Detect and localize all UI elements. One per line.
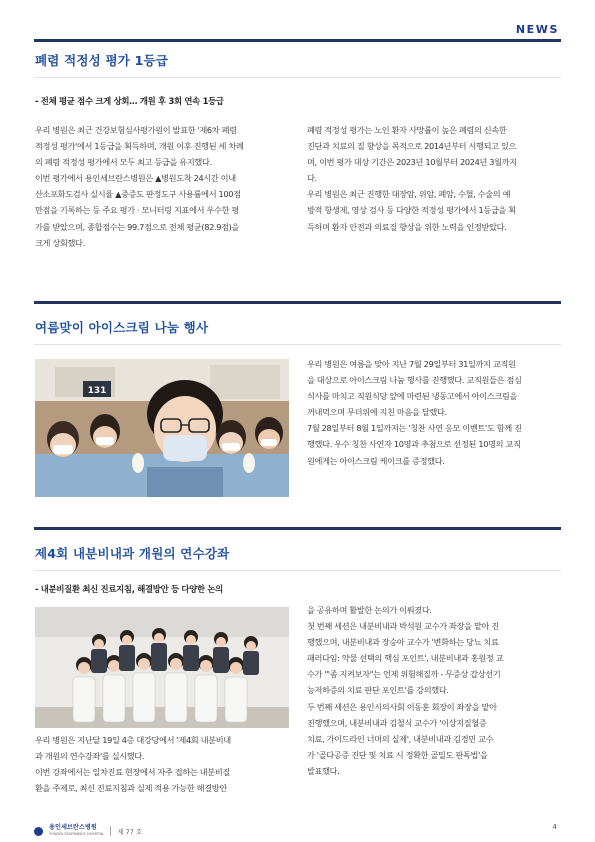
- page-number: 4: [552, 823, 557, 831]
- section2-right-text: 우리 병원은 여름을 맞아 지난 7월 29일부터 31일까지 교직원 을 대상으로 아이스크림 나눔 행사를 진행했다. 교직원들은 점심 식사를 마치고 직원식당 앞에 마련된 냉동고에서 아이스크림을 꺼내먹으며 무더위에 지친 마음을 달랬다. 7월 28일부터 8월 1일까지는 '칭찬 사연 응모 이벤트'도 함께 진 행했다. 우수 칭찬 사연자 10명과 추첨으로 선정된 10명의 교직 원에게는 아이스크림 케이크를 증정했다.: [307, 359, 522, 466]
- hospital-logo-icon: [34, 827, 43, 836]
- section1-top-rule: [34, 39, 561, 42]
- section1-right-column: [307, 122, 562, 235]
- news-label: NEWS: [515, 23, 559, 36]
- section2-right-column: [307, 356, 562, 469]
- section1-subtitle: - 전체 평균 점수 크게 상회… 개원 후 3회 연속 1등급: [35, 96, 224, 106]
- section3-left-text: 우리 병원은 지난달 19일 4층 대강당에서 '제4회 내분비내 과 개원의 연수강좌'를 실시했다. 이번 강좌에서는 일차진료 현장에서 자주 접하는 내분비질 환을 주제로, 최신 진료지침과 실제 적용 가능한 해결방안: [35, 735, 231, 794]
- hospital-name-block: [49, 824, 104, 838]
- section3-right-text: 을 공유하며 활발한 논의가 이뤄졌다. 첫 번째 세션은 내분비내과 박석원 교수가 좌장을 맡아 진 행했으며, 내분비내과 장승아 교수가 '변화하는 당뇨 치료 패러다임: 약물 선택의 핵심 포인트', 내분비내과 홍원정 교 수가 '"좀 지켜보자"는 언제 위험해질까 - 무증상 갑상선기 능저하증의 치료 판단 포인트'를 강의했다. 두 번째 세션은 용인시의사회 이동훈 회장이 좌장을 맡아 진행했으며, 내분비내과 김철식 교수가 '이상지질혈증 치료, 가이드라인 너머의 실제', 내분비내과 김경민 교수 가 '골다공증 진단 및 치료 시 정확한 골밀도 판독법'을 발표했다.: [307, 605, 504, 776]
- section2-title: 여름맞이 아이스크림 나눔 행사: [35, 320, 209, 335]
- section1-left-column: [35, 122, 289, 251]
- section1-right-text: 폐렴 적정성 평가는 노인 환자 사망률이 높은 폐렴의 신속한 진단과 치료의 질 향상을 목적으로 2014년부터 시행되고 있으 며, 이번 평가 대상 기간은 2023년 10월부터 2024년 3월까지 다. 우리 병원은 최근 진행한 대장암, 위암, 폐암, 수혈, 수술의 예 방적 항생제, 영상 검사 등 다양한 적정성 평가에서 1등급을 획 득하며 환자 안전과 의료질 향상을 위한 노력을 인정받았다.: [307, 125, 517, 232]
- hospital-name: 용인세브란스병원: [49, 824, 97, 831]
- section2-title-divider: [34, 344, 561, 345]
- section1-title: 폐렴 적정성 평가 1등급: [35, 53, 169, 68]
- footer: [34, 824, 142, 838]
- section1-title-divider: [34, 77, 561, 78]
- endocrinology-lecture-group-photo: [35, 607, 289, 728]
- section2-top-rule: [34, 301, 561, 304]
- footer-divider: [110, 826, 111, 836]
- hospital-name-en: YONGIN SEVERANCE HOSPITAL: [49, 832, 105, 836]
- photo-sign-number: 131: [87, 386, 107, 396]
- section3-top-rule: [34, 527, 561, 530]
- section3-title: 제4회 내분비내과 개원의 연수강좌: [35, 546, 230, 561]
- section3-subtitle: - 내분비질환 최신 진료지침, 해결방안 등 다양한 논의: [35, 584, 223, 594]
- section3-right-column: [307, 602, 562, 779]
- section3-left-column: [35, 732, 289, 796]
- section3-title-divider: [34, 570, 561, 571]
- section1-left-text: 우리 병원은 최근 건강보험심사평가원이 발표한 '제6차 폐렴 적정성 평가'에서 1등급을 획득하며, 개원 이후 진행된 세 차례 의 폐렴 적정성 평가에서 모두 최고 등급을 유지했다. 이번 평가에서 용인세브란스병원은 ▲병원도착 24시간 이내 산소포화도검사 실시율 ▲중증도 판정도구 사용률에서 100점 만점을 기록하는 등 주요 평가 · 모니터링 지표에서 우수한 평 가를 받았으며, 종합점수는 99.7점으로 전체 평균(82.9점)을 크게 상회했다.: [35, 125, 244, 248]
- issue-number: 제 77 호: [117, 827, 143, 836]
- ice-cream-event-photo: [35, 359, 289, 497]
